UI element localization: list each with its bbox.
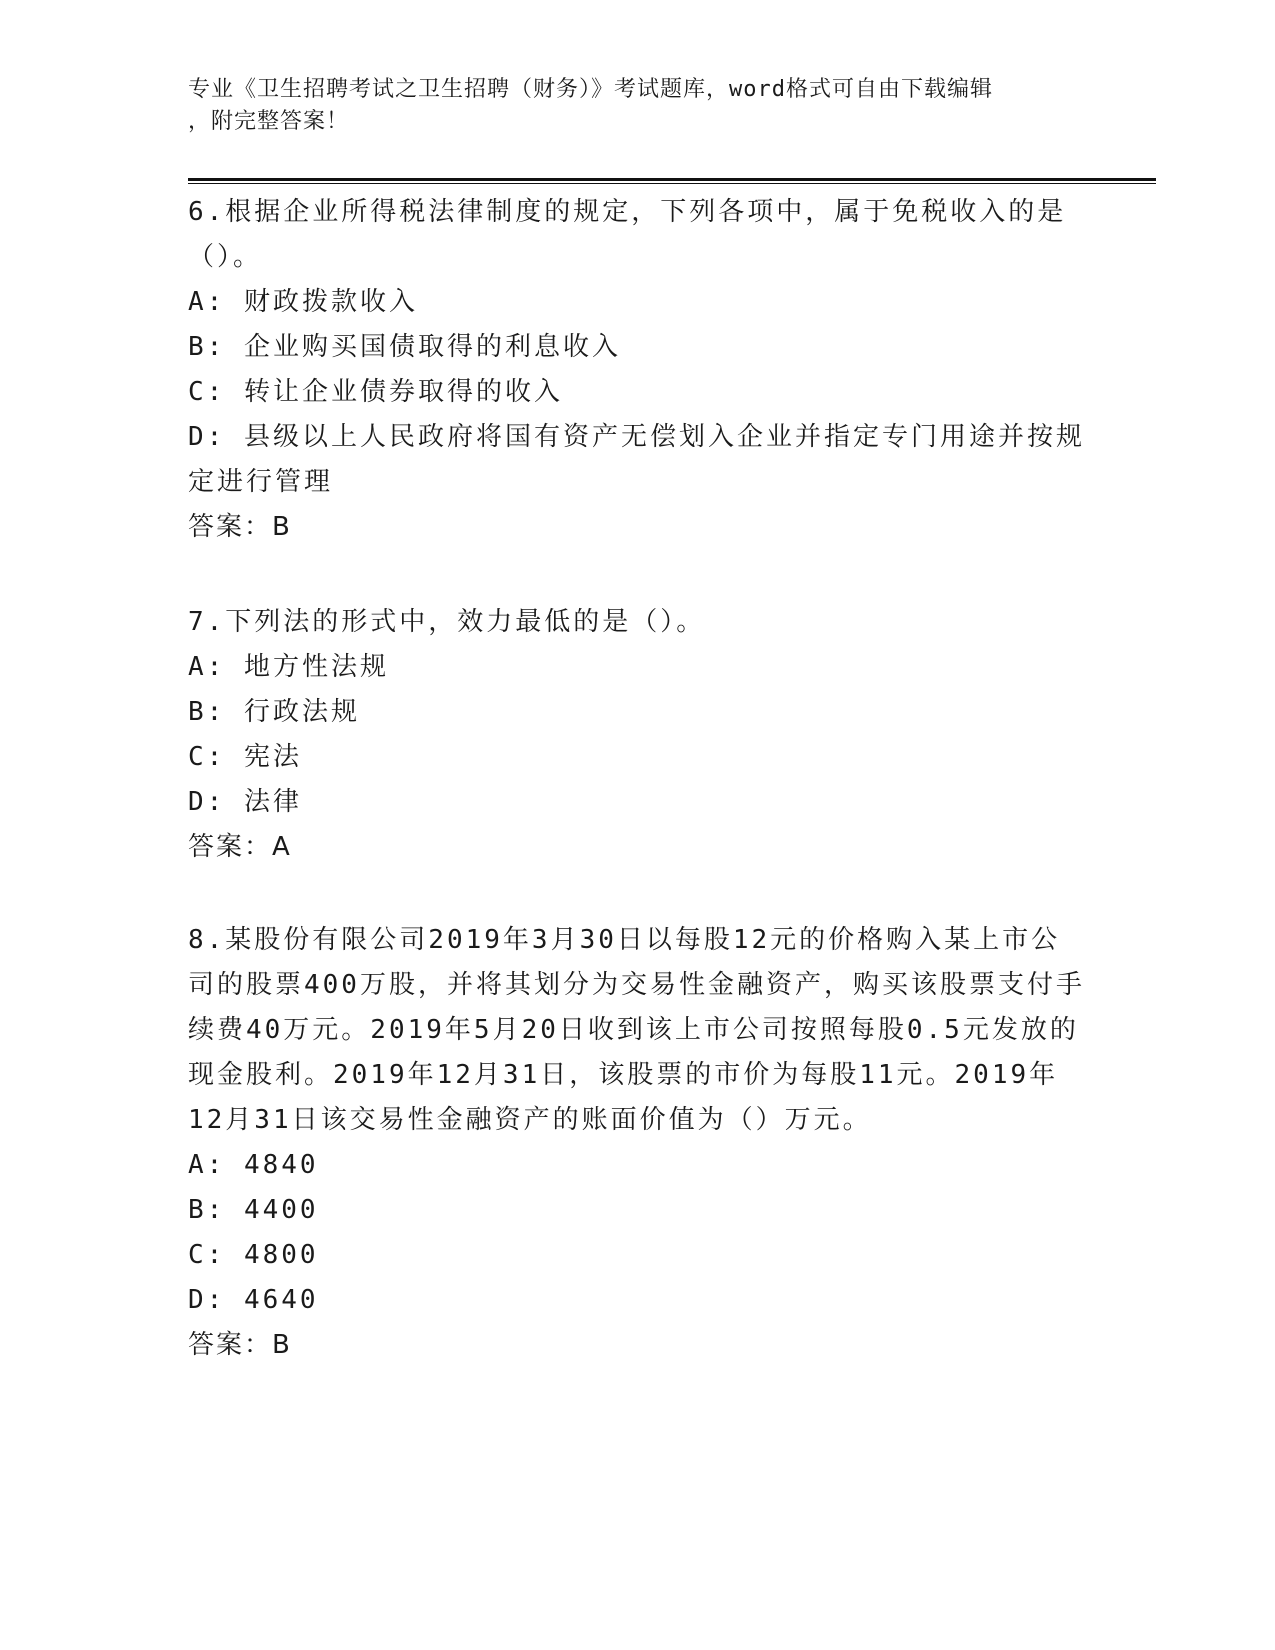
header-divider-thick: [188, 178, 1156, 181]
option-a: A: 财政拨款收入: [188, 287, 418, 317]
answer: 答案：B: [188, 1330, 292, 1360]
option-b: B: 行政法规: [188, 697, 360, 727]
question-text: 8.某股份有限公司2019年3月30日以每股12元的价格购入某上市公司的股票400万股，并将其划分为交易性金融资产，购买该股票支付手续费40万元。2019年5月20日收到该上市公司按照每股0.5元发放的现金股利。2019年12月31日，该股票的市价为每股11元。2019年12月31日该交易性金融资产的账面价值为（）万元。: [188, 925, 1085, 1135]
answer: 答案：A: [188, 832, 292, 862]
question-6: [188, 190, 1088, 550]
option-a: A: 地方性法规: [188, 652, 389, 682]
question-text: 6.根据企业所得税法律制度的规定，下列各项中，属于免税收入的是（）。: [188, 197, 1067, 272]
option-d: D: 4640: [188, 1285, 319, 1315]
option-c: C: 转让企业债券取得的收入: [188, 377, 563, 407]
option-c: C: 宪法: [188, 742, 302, 772]
option-a: A: 4840: [188, 1150, 319, 1180]
option-d: D: 县级以上人民政府将国有资产无偿划入企业并指定专门用途并按规定进行管理: [188, 422, 1085, 497]
answer: 答案：B: [188, 512, 292, 542]
option-b: B: 企业购买国债取得的利息收入: [188, 332, 621, 362]
option-c: C: 4800: [188, 1240, 319, 1270]
question-7: [188, 600, 1088, 870]
header-divider-thin: [188, 183, 1156, 184]
question-text: 7.下列法的形式中，效力最低的是（）。: [188, 607, 706, 637]
document-header: [188, 74, 1068, 138]
option-d: D: 法律: [188, 787, 302, 817]
option-b: B: 4400: [188, 1195, 319, 1225]
header-line-2: ，附完整答案！: [188, 109, 350, 134]
question-8: [188, 918, 1088, 1368]
header-line-1: 专业《卫生招聘考试之卫生招聘（财务）》考试题库，word格式可自由下载编辑: [188, 77, 993, 102]
